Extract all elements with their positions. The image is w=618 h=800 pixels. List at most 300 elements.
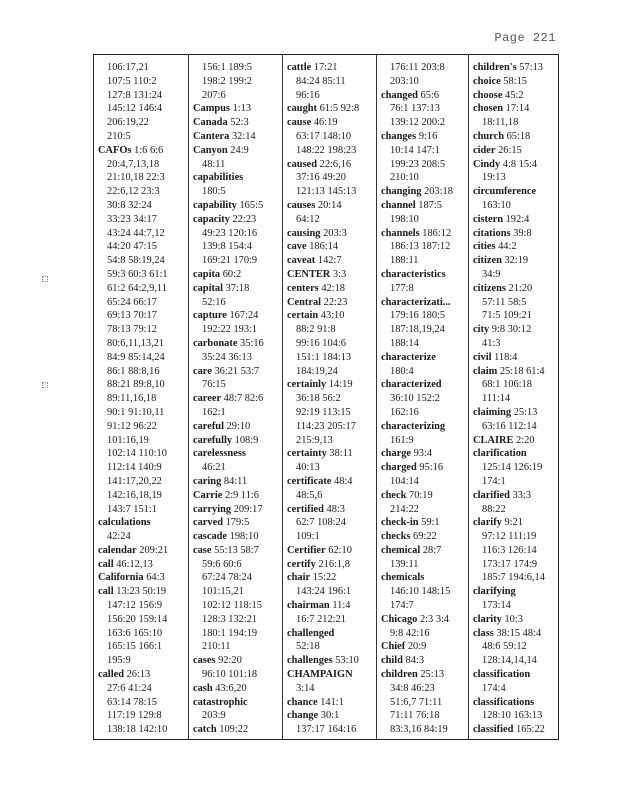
page-line-references: 49:23 120:16 [202,227,258,239]
index-entry [189,130,282,144]
index-entry-continuation [283,144,376,158]
page-line-references: 156:1 189:5 [202,62,252,73]
index-entry-continuation [94,365,188,379]
index-entry [469,282,559,296]
page-line-references: 76:15 [202,379,226,391]
page-line-references: 88:21 89:8,10 [107,379,165,391]
index-entry-continuation [94,240,188,254]
index-entry-continuation [94,199,188,213]
index-term: chance [287,696,318,708]
index-term: city [473,324,490,336]
page-line-references: 139:11 [390,558,419,570]
index-term: cascade [193,531,228,543]
index-term: career [193,393,222,405]
index-entry [94,516,188,530]
page-line-references: 36:10 152:2 [390,393,440,405]
page-line-references: 106:17,21 [107,62,149,73]
index-term: CAFOs [98,144,132,156]
page-line-references: 22:6,12 23:3 [107,186,160,198]
index-column-1 [94,55,188,739]
page-line-references: 198:10 [390,213,419,225]
index-entry-continuation [94,130,188,144]
index-term: cities [473,241,496,253]
index-entry-continuation [189,254,282,268]
index-entry [469,723,559,737]
page-line-references: 92:20 [215,655,242,667]
page-line-references: 20:4,7,13,18 [107,158,160,170]
page-line-references: 44:2 [495,241,517,253]
page-line-references: 46:21 [202,462,226,474]
page-line-references: 21:20 [505,282,533,294]
index-term: characterizati... [381,296,451,308]
index-term: Canyon [193,144,228,156]
index-entry [377,268,468,282]
index-term: Canada [193,117,228,129]
index-entry-continuation [469,392,559,406]
page-line-references: 209:21 [136,544,169,556]
index-term: characterized [381,379,442,391]
index-entry-continuation [94,309,188,323]
page-line-references: 141:1 [317,696,344,708]
page-line-references: 10:14 147:1 [390,144,440,156]
page-line-references: 216:1,8 [315,558,350,570]
index-entry-continuation [189,185,282,199]
index-entry [283,309,376,323]
page-line-references: 24:9 [227,144,249,156]
index-entry [469,144,559,158]
page-line-references: 48:4 [331,475,353,487]
index-term: cistern [473,213,504,225]
page-line-references: 127:8 131:24 [107,89,163,101]
index-entry-continuation [283,461,376,475]
index-entry-continuation [94,116,188,130]
page-line-references: 46:19 [311,117,338,129]
index-entry [469,585,559,599]
page-line-references: 88:2 91:8 [296,324,336,336]
index-term: clarified [473,489,510,501]
index-entry [469,185,559,199]
index-entry-continuation [377,709,468,723]
page-line-references: 102:12 118:15 [202,600,262,612]
page-line-references: 78:13 79:12 [107,324,157,336]
index-entry [283,240,376,254]
index-entry [377,489,468,503]
index-term: certainly [287,379,327,391]
page-line-references: 101:16,19 [107,434,149,446]
index-entry [469,351,559,365]
index-entry-continuation [94,323,188,337]
page-line-references: 143:24 196:1 [296,586,352,598]
index-entry-continuation [189,613,282,627]
index-term: classification [473,669,531,681]
page-line-references: 112:14 140:9 [107,462,162,474]
index-term: channel [381,199,416,211]
index-entry-continuation [189,158,282,172]
index-term: caused [287,158,318,170]
page-line-references: 148:22 198:23 [296,144,357,156]
index-entry-continuation [94,102,188,116]
index-term: cases [193,655,216,667]
index-entry-continuation [377,696,468,710]
index-term: causing [287,227,321,239]
index-term: classified [473,724,514,736]
page-line-references: 2:20 [513,434,535,446]
index-entry-continuation [283,185,376,199]
page-line-references: 180:1 194:19 [202,627,258,639]
index-entry-continuation [94,654,188,668]
page-line-references: 139:8 154:4 [202,241,252,253]
page-line-references: 43:24 44:7,12 [107,227,165,239]
index-term: CHAMPAIGN [287,669,353,681]
index-entry-continuation [94,227,188,241]
index-entry [94,585,188,599]
page-line-references: 1:6 6:6 [131,144,164,156]
index-term: caveat [287,255,316,267]
index-term: clarifying [473,586,516,598]
index-term: carved [193,517,224,529]
index-entry-continuation [377,627,468,641]
index-entry [469,89,559,103]
index-entry [283,227,376,241]
index-entry-continuation [189,461,282,475]
index-entry-continuation [283,75,376,89]
index-term: cause [287,117,312,129]
page-line-references: 102:14 110:10 [107,448,167,460]
page-line-references: 128:3 132:21 [202,613,258,625]
index-entry-continuation [94,599,188,613]
index-entry [283,378,376,392]
index-term: centers [287,282,319,294]
index-entry-continuation [94,392,188,406]
page-line-references: 22:23 [229,213,257,225]
index-entry [377,447,468,461]
page-line-references: 51:6,7 71:11 [390,696,443,708]
index-entry [189,365,282,379]
page-line-references: 25:13 [511,406,538,418]
page-line-references: 53:10 [332,655,359,667]
page-line-references: 128:10 163:13 [482,710,543,722]
page-line-references: 165:15 166:1 [107,641,163,653]
page-line-references: 52:16 [202,296,226,308]
page-line-references: 33:23 34:17 [107,213,157,225]
page-line-references: 162:16 [390,406,419,418]
index-entry [377,199,468,213]
index-entry [283,503,376,517]
page-line-references: 48:3 [323,503,345,515]
page-line-references: 177:8 [390,282,414,294]
index-entry [469,227,559,241]
index-term: causes [287,199,316,211]
index-entry [189,199,282,213]
index-entry [469,613,559,627]
index-entry-continuation [469,682,559,696]
index-entry-continuation [94,627,188,641]
index-entry [189,171,282,185]
index-term: characterize [381,351,436,363]
index-entry-continuation [94,268,188,282]
page-line-references: 65:6 [417,89,440,101]
index-term: changes [381,130,417,142]
index-term: challenged [287,627,335,639]
index-entry [283,268,376,282]
page-line-references: 141:17,20,22 [107,475,162,487]
page-line-references: 84:24 85:11 [296,75,346,87]
index-term: carrying [193,503,232,515]
index-entry [189,268,282,282]
index-entry-continuation [377,475,468,489]
page-line-references: 57:11 58:5 [482,296,527,308]
page-line-references: 128:14,14,14 [482,655,537,667]
page-line-references: 89:11,16,18 [107,393,157,405]
index-term: class [473,627,494,639]
index-entry-continuation [94,254,188,268]
page-line-references: 86:1 88:8,16 [107,365,160,377]
index-entry-continuation [283,585,376,599]
page-line-references: 118:4 [491,351,518,363]
page-line-references: 180:5 [202,186,226,198]
index-entry [283,599,376,613]
index-term: called [98,669,124,681]
index-term: CENTER [287,268,331,280]
page-line-references: 88:22 [482,503,506,515]
page-line-references: 162:1 [202,406,226,418]
index-term: capability [193,199,237,211]
index-term: citizens [473,282,506,294]
index-entry [377,668,468,682]
index-entry-continuation [469,337,559,351]
page-line-references: 65:18 [503,130,531,142]
page-line-references: 22:6,16 [317,158,352,170]
index-entry [189,489,282,503]
page-line-references: 186:13 187:12 [390,241,451,253]
page-line-references: 9:21 [501,517,523,529]
page-line-references: 57:13 [516,62,543,73]
page-line-references: 69:22 [410,531,437,543]
index-entry [94,558,188,572]
index-entry-continuation [283,351,376,365]
index-entry-continuation [283,323,376,337]
page-line-references: 156:20 159:14 [107,613,168,625]
index-entry-continuation [189,640,282,654]
page-line-references: 165:5 [236,199,264,211]
index-entry [283,558,376,572]
page-line-references: 4:8 15:4 [500,158,538,170]
page-line-references: 30:1 [318,710,340,722]
page-line-references: 48:5,6 [296,489,323,501]
page-line-references: 108:9 [232,434,259,446]
page-line-references: 39:8 [510,227,532,239]
page-line-references: 55:13 58:7 [211,544,259,556]
page-line-references: 35:24 36:13 [202,351,252,363]
index-entry [469,102,559,116]
index-term: California [98,572,144,584]
page-line-references: 1:13 [229,103,252,115]
index-entry-continuation [377,144,468,158]
page-line-references: 64:3 [143,572,165,584]
page-line-references: 14:19 [326,379,353,391]
page-line-references: 203:3 [320,227,347,239]
page-line-references: 25:18 61:4 [497,365,545,377]
page-line-references: 192:4 [503,213,530,225]
index-entry-continuation [189,406,282,420]
index-entry [283,447,376,461]
index-entry [189,420,282,434]
index-entry [283,282,376,296]
index-term: catch [193,724,217,736]
index-entry-continuation [377,323,468,337]
index-term: child [381,655,403,667]
index-entry-continuation [469,461,559,475]
index-term: children's [473,62,517,73]
index-entry-continuation [469,544,559,558]
page-line-references: 59:1 [418,517,440,529]
index-entry-continuation [377,75,468,89]
page-line-references: 210:11 [202,641,231,653]
page-line-references: 192:22 193:1 [202,324,258,336]
page-line-references: 195:9 [107,655,131,667]
index-term: carelessness [193,448,246,460]
index-entry-continuation [469,199,559,213]
index-entry [377,530,468,544]
index-entry-continuation [377,337,468,351]
index-entry-continuation [377,723,468,737]
index-term: clarity [473,613,502,625]
index-entry [377,227,468,241]
page-line-references: 116:3 126:14 [482,544,537,556]
index-entry-continuation [94,158,188,172]
page-line-references: 203:10 [390,75,419,87]
page-line-references: 59:3 60:3 61:1 [107,268,168,280]
page-line-references: 93:4 [411,448,433,460]
page-line-references: 174:7 [390,600,414,612]
index-term: checks [381,531,411,543]
index-entry-continuation [94,171,188,185]
page-line-references: 48:6 59:12 [482,641,527,653]
page-line-references: 111:14 [482,393,511,405]
page-line-references: 3:3 [330,268,347,280]
index-entry-continuation [283,489,376,503]
index-term: calendar [98,544,137,556]
index-entry-continuation [94,89,188,103]
page-line-references: 21:10,18 22:3 [107,172,165,184]
index-entry-continuation [189,709,282,723]
index-entry [189,544,282,558]
page-line-references: 30:8 32:24 [107,199,152,211]
index-term: Certifier [287,544,326,556]
page-line-references: 163:10 [482,199,511,211]
index-entry-continuation [469,268,559,282]
index-entry [377,130,468,144]
index-entry [377,378,468,392]
index-entry [189,530,282,544]
index-column-4 [376,55,468,739]
index-entry [189,102,282,116]
index-term: CLAIRE [473,434,514,446]
page-line-references: 54:8 58:19,24 [107,255,165,267]
index-entry-continuation [189,296,282,310]
page-line-references: 101:15,21 [202,586,244,598]
index-entry-continuation [469,420,559,434]
index-term: certainty [287,448,327,460]
page-line-references: 179:5 [223,517,250,529]
index-entry-continuation [189,227,282,241]
index-entry-continuation [377,240,468,254]
index-term: care [193,365,212,377]
page-line-references: 48:11 [202,158,226,170]
page-line-references: 214:22 [390,503,419,515]
index-term: chemical [381,544,421,556]
index-term: changing [381,186,422,198]
index-entry [283,571,376,585]
index-entry-continuation [94,420,188,434]
index-entry-continuation [469,654,559,668]
index-entry [189,503,282,517]
index-entry-continuation [377,61,468,75]
index-entry-continuation [469,558,559,572]
page-line-references: 96:16 [296,89,320,101]
page-line-references: 143:7 151:1 [107,503,157,515]
index-entry [283,668,376,682]
index-entry [377,654,468,668]
index-entry [377,544,468,558]
index-entry [283,102,376,116]
index-term: classifications [473,696,535,708]
index-entry-continuation [94,351,188,365]
page-line-references: 2:9 11:6 [222,489,259,501]
index-entry-continuation [94,530,188,544]
index-term: check [381,489,407,501]
index-entry [469,254,559,268]
index-entry-continuation [283,613,376,627]
index-entry [283,296,376,310]
page-line-references: 36:18 56:2 [296,393,341,405]
index-entry-continuation [189,240,282,254]
index-term: certificate [287,475,332,487]
page-line-references: 198:10 [227,531,259,543]
page-line-references: 67:24 78:24 [202,572,252,584]
page-line-references: 206:19,22 [107,117,149,129]
page-line-references: 163:6 165:10 [107,627,163,639]
page-line-references: 35:16 [237,337,264,349]
index-entry [377,420,468,434]
page-line-references: 198:2 199:2 [202,75,252,87]
index-entry-continuation [377,585,468,599]
index-entry-continuation [469,503,559,517]
page-line-references: 28:7 [420,544,442,556]
page-line-references: 176:11 203:8 [390,62,445,73]
index-entry-continuation [469,530,559,544]
page-line-references: 209:17 [231,503,263,515]
index-term: cider [473,144,496,156]
page-line-references: 58:15 [500,75,527,87]
index-entry-continuation [189,558,282,572]
page-line-references: 151:1 184:13 [296,351,352,363]
index-entry [189,309,282,323]
page-line-references: 96:10 101:18 [202,669,258,681]
index-entry-continuation [283,130,376,144]
index-entry-continuation [94,489,188,503]
page-line-references: 71:5 109:21 [482,310,532,322]
index-entry [189,337,282,351]
index-term: channels [381,227,420,239]
index-term: citations [473,227,511,239]
page-line-references: 34:9 [482,268,501,280]
index-entry-continuation [189,61,282,75]
index-entry [283,116,376,130]
index-term: Central [287,296,322,308]
index-entry-continuation [377,309,468,323]
page-line-references: 165:22 [513,724,545,736]
